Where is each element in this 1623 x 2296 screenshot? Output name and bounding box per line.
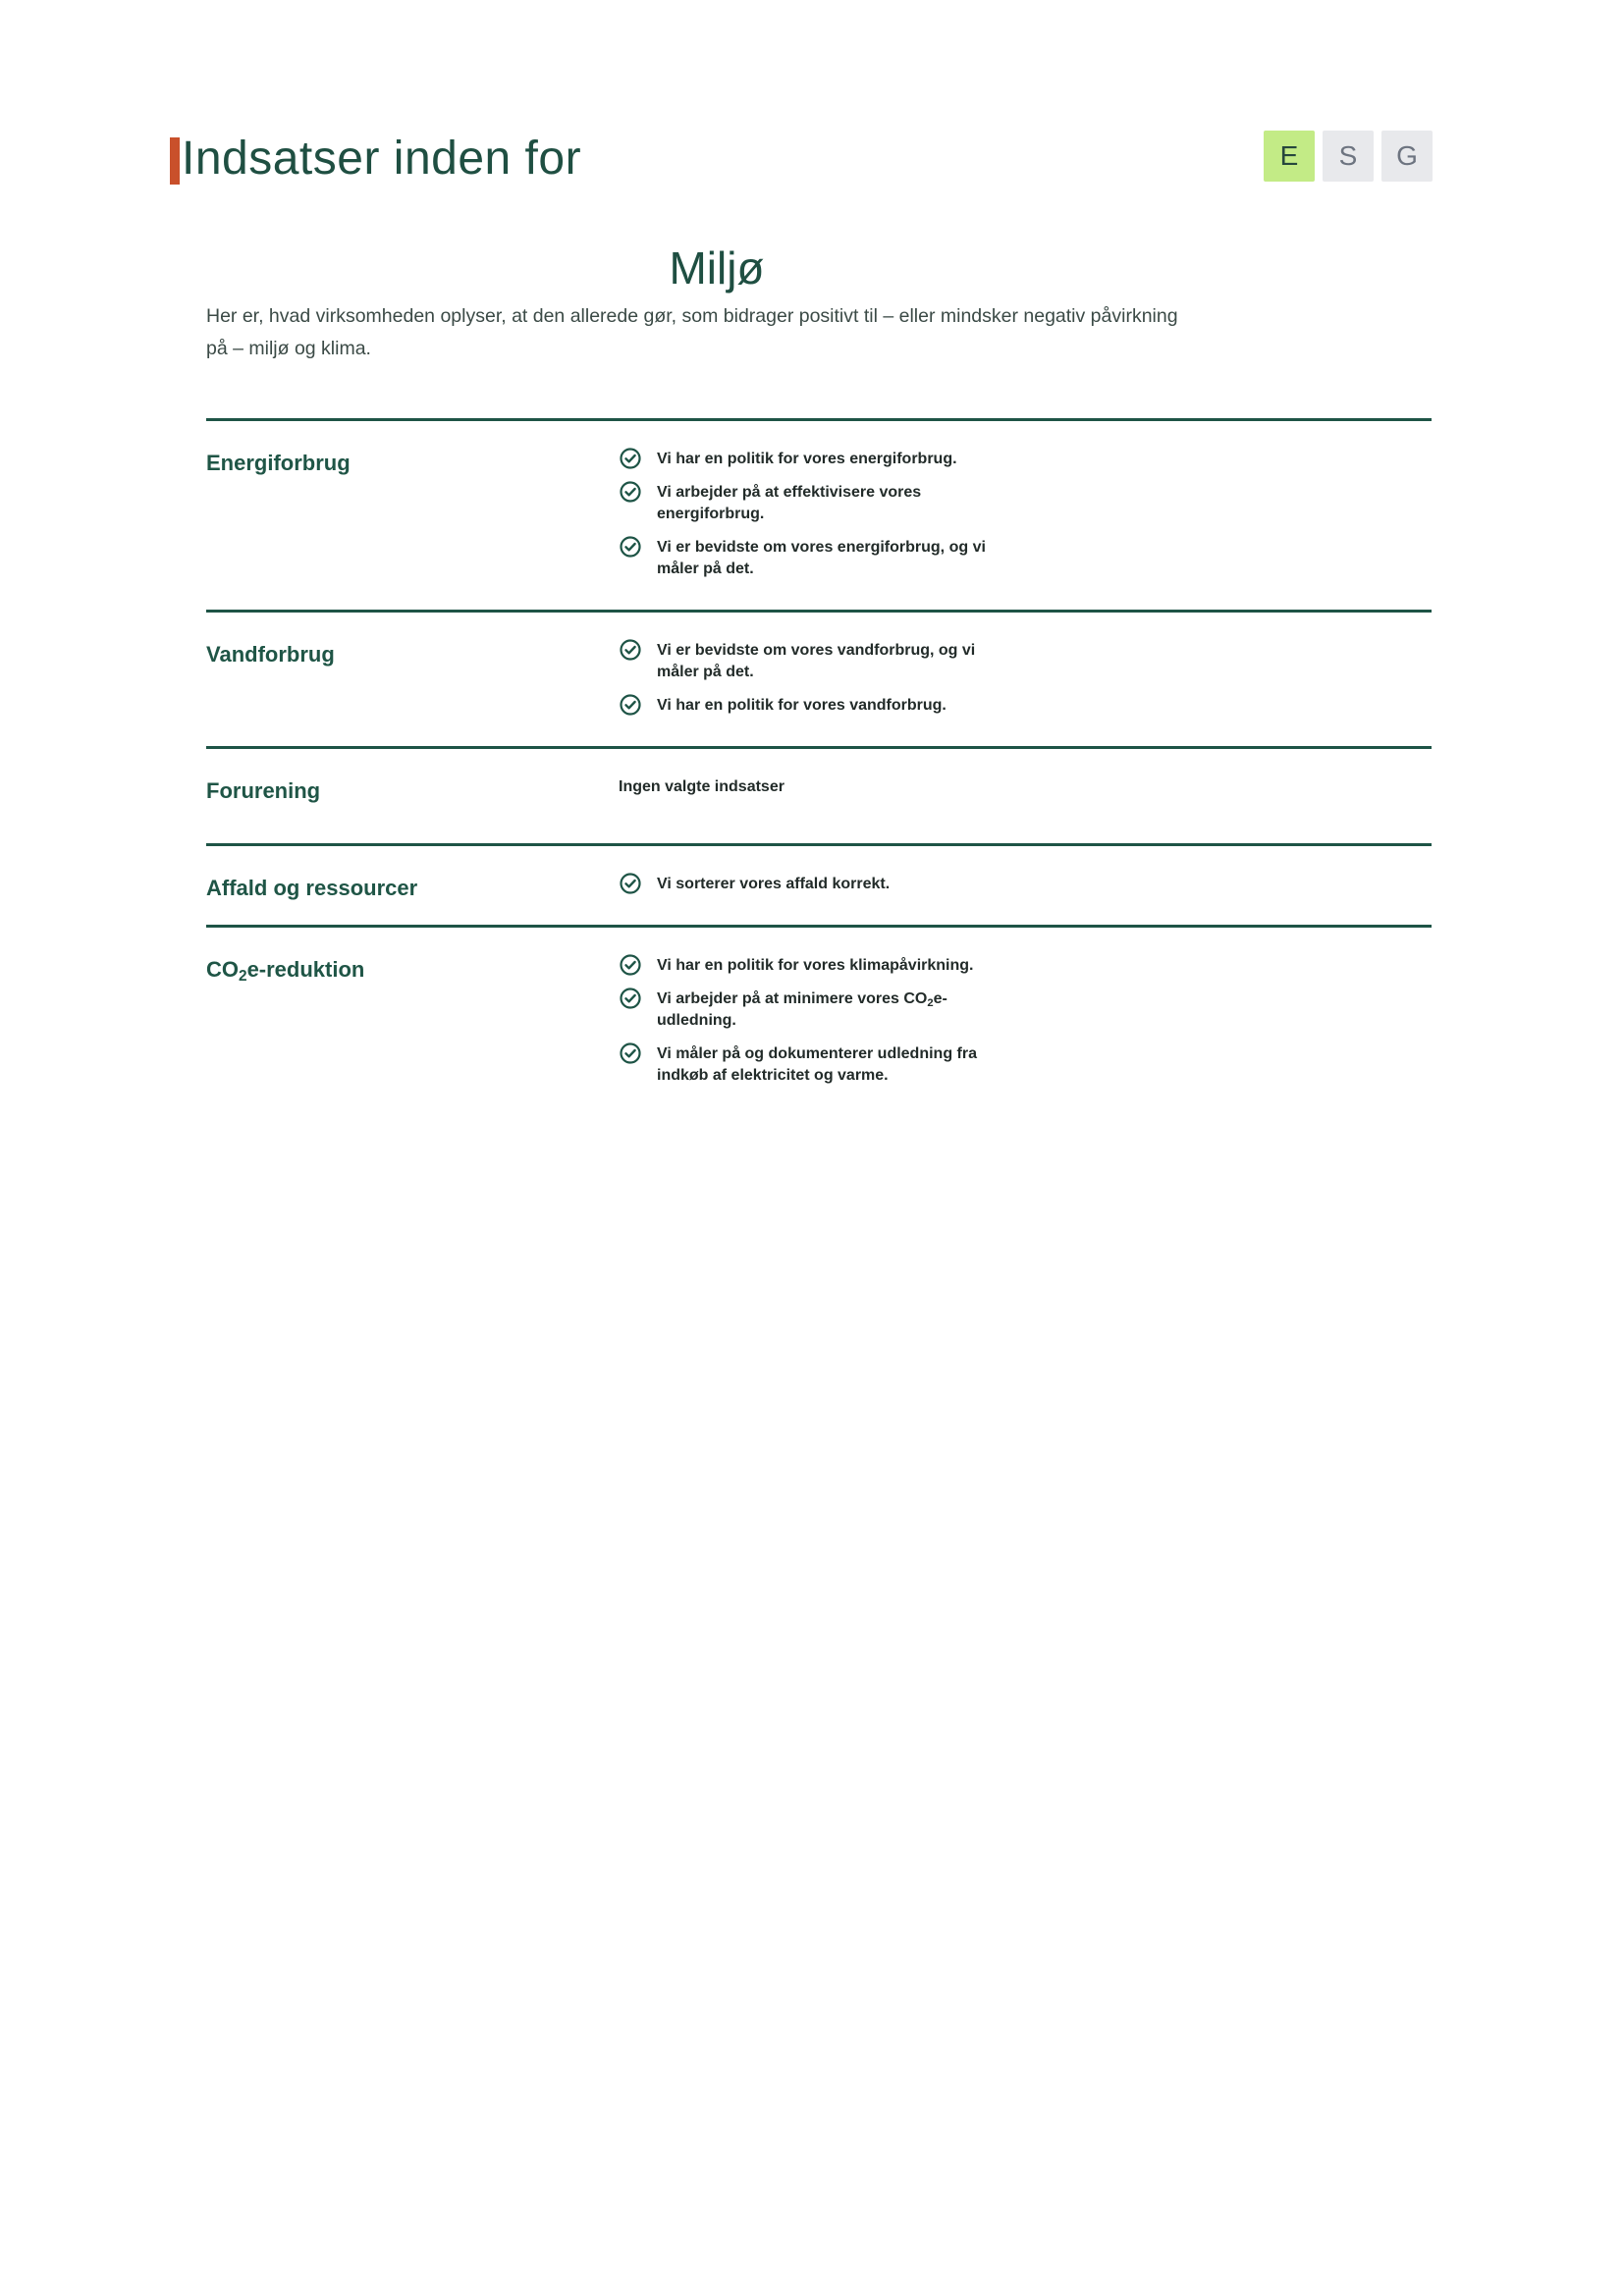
row-items	[619, 613, 1432, 746]
row-items	[619, 749, 1432, 843]
intro-text: Her er, hvad virksomheden oplyser, at den allerede gør, som bidrager positivt til – eller mindsker negativ påvirkning på – miljø og klima.	[206, 305, 1178, 359]
list-item	[619, 988, 1432, 1032]
list-item	[619, 1043, 1432, 1087]
row-vandforbrug	[206, 610, 1432, 746]
row-label: Forurening	[206, 778, 321, 803]
list-item	[619, 874, 1432, 895]
esg-tab-group	[1264, 131, 1433, 182]
check-circle-icon	[619, 480, 642, 504]
check-circle-icon	[619, 693, 642, 717]
item-text: Vi har en politik for vores vandforbrug.	[657, 697, 947, 714]
esg-tile-s[interactable]: S	[1323, 131, 1374, 182]
list-item	[619, 449, 1432, 470]
row-label: Vandforbrug	[206, 642, 335, 667]
esg-tile-e[interactable]: E	[1264, 131, 1315, 182]
row-forurening	[206, 746, 1432, 843]
no-initiatives-text: Ingen valgte indsatser	[619, 778, 784, 795]
list-item	[619, 695, 1432, 717]
row-co2-reduktion	[206, 925, 1432, 1116]
check-circle-icon	[619, 953, 642, 977]
check-circle-icon	[619, 1041, 642, 1065]
list-item	[619, 537, 1432, 580]
check-circle-icon	[619, 638, 642, 662]
row-items	[619, 846, 1432, 925]
row-energiforbrug	[206, 418, 1432, 610]
item-text: Vi har en politik for vores energiforbrug.	[657, 451, 957, 467]
list-item	[619, 640, 1432, 683]
item-text: Vi er bevidste om vores vandforbrug, og vi måler på det.	[657, 642, 976, 680]
row-label: $CO_2e$-reduktion	[206, 957, 365, 985]
list-item	[619, 955, 1432, 977]
check-circle-icon	[619, 872, 642, 895]
check-circle-icon	[619, 987, 642, 1010]
row-items	[619, 421, 1432, 610]
initiatives-table	[206, 418, 1432, 1116]
row-label: Energiforbrug	[206, 451, 351, 475]
check-circle-icon	[619, 535, 642, 559]
item-text: Vi er bevidste om vores energiforbrug, og vi måler på det.	[657, 539, 986, 577]
item-text: Vi sorterer vores affald korrekt.	[657, 876, 891, 892]
row-items	[619, 928, 1432, 1116]
section-heading: Miljø	[669, 242, 765, 294]
esg-tile-g[interactable]: G	[1381, 131, 1433, 182]
page-title: Indsatser inden for	[182, 133, 582, 185]
item-text: Vi har en politik for vores klimapåvirkning.	[657, 957, 974, 974]
list-item	[619, 482, 1432, 525]
item-text: Vi arbejder på at minimere vores $CO_2e$-udledning.	[657, 990, 947, 1029]
row-affald	[206, 843, 1432, 925]
check-circle-icon	[619, 447, 642, 470]
title-accent-bar	[170, 137, 180, 185]
item-text: Vi arbejder på at effektivisere vores energiforbrug.	[657, 484, 922, 522]
row-label: Affald og ressourcer	[206, 876, 418, 900]
item-text: Vi måler på og dokumenterer udledning fra indkøb af elektricitet og varme.	[657, 1045, 977, 1084]
